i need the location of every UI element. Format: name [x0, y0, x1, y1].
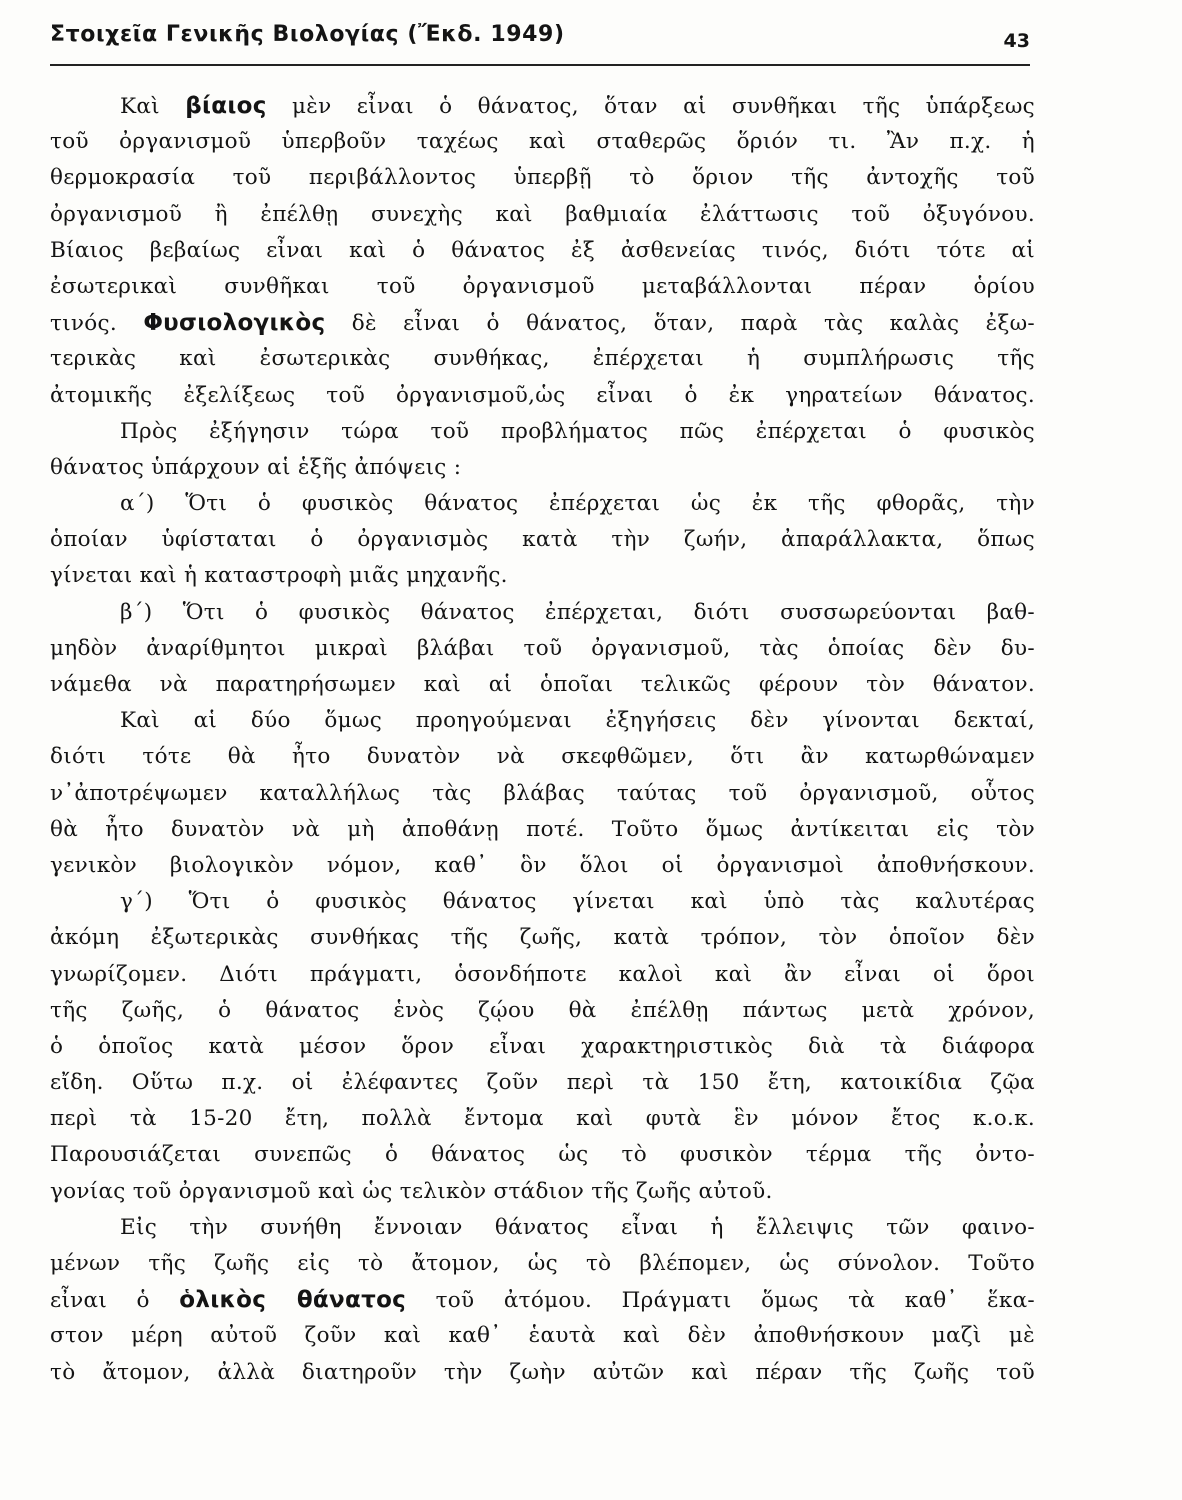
text-line: Πρὸς ἐξήγησιν τώρα τοῦ προβλήματος πῶς ἐπέρχεται ὁ φυσικὸς — [120, 418, 1035, 444]
text-line: μένων τῆς ζωῆς εἰς τὸ ἄτομον, ὡς τὸ βλέπομεν, ὡς σύνολον. Τοῦτο — [50, 1251, 1035, 1276]
text-line: τῆς ζωῆς, ὁ θάνατος ἑνὸς ζῴου θὰ ἐπέλθῃ πάντως μετὰ χρόνον, — [50, 997, 1035, 1023]
text-line: ἀτομικῆς ἐξελίξεως τοῦ ὀργανισμοῦ,ὡς εἶναι ὁ ἐκ γηρατείων θάνατος. — [50, 382, 1035, 408]
running-header — [50, 18, 1030, 66]
text-line: γίνεται καὶ ἡ καταστροφὴ μιᾶς μηχανῆς. — [50, 563, 508, 589]
body-text — [50, 88, 1035, 1391]
text-line: νάμεθα νὰ παρατηρήσωμεν καὶ αἱ ὁποῖαι τελικῶς φέρουν τὸν θάνατον. — [50, 672, 1035, 697]
text-line: τινός. Φυσιολογικὸς δὲ εἶναι ὁ θάνατος, ὅταν, παρὰ τὰς καλὰς ἐξω- — [50, 310, 1035, 337]
book-title: Στοιχεῖα Γενικῆς Βιολογίας (Ἔκδ. 1949) — [50, 22, 565, 47]
text-line: γονίας τοῦ ὀργανισμοῦ καὶ ὡς τελικὸν στάδιον τῆς ζωῆς αὐτοῦ. — [50, 1178, 773, 1204]
text-line: θερμοκρασία τοῦ περιβάλλοντος ὑπερβῇ τὸ ὅριον τῆς ἀντοχῆς τοῦ — [50, 165, 1035, 191]
text-line: θὰ ἦτο δυνατὸν νὰ μὴ ἀποθάνῃ ποτέ. Τοῦτο ὅμως ἀντίκειται εἰς τὸν — [50, 816, 1035, 842]
text-line: περὶ τὰ 15-20 ἔτη, πολλὰ ἔντομα καὶ φυτὰ ἓν μόνον ἔτος κ.ο.κ. — [50, 1106, 1035, 1132]
text-line: στον μέρη αὐτοῦ ζοῦν καὶ καθ᾽ ἑαυτὰ καὶ δὲν ἀποθνήσκουν μαζὶ μὲ — [50, 1323, 1035, 1349]
text-line: τοῦ ὀργανισμοῦ ὑπερβοῦν ταχέως καὶ σταθερῶς ὅριόν τι. Ἂν π.χ. ἡ — [50, 129, 1035, 155]
text-line: γ΄) Ὅτι ὁ φυσικὸς θάνατος γίνεται καὶ ὑπὸ τὰς καλυτέρας — [120, 889, 1035, 915]
text-line: Παρουσιάζεται συνεπῶς ὁ θάνατος ὡς τὸ φυσικὸν τέρμα τῆς ὀντο- — [50, 1142, 1035, 1168]
text-line: ἐσωτερικαὶ συνθῆκαι τοῦ ὀργανισμοῦ μεταβάλλονται πέραν ὁρίου — [50, 273, 1035, 299]
text-line: Εἰς τὴν συνήθη ἔννοιαν θάνατος εἶναι ἡ ἔλλειψις τῶν φαινο- — [120, 1214, 1035, 1240]
text-line: Καὶ αἱ δύο ὅμως προηγούμεναι ἐξηγήσεις δὲν γίνονται δεκταί, — [120, 708, 1035, 734]
text-line: β΄) Ὅτι ὁ φυσικὸς θάνατος ἐπέρχεται, διότι συσσωρεύονται βαθ- — [120, 599, 1035, 625]
text-line: μηδὸν ἀναρίθμητοι μικραὶ βλάβαι τοῦ ὀργανισμοῦ, τὰς ὁποίας δὲν δυ- — [50, 635, 1035, 661]
text-line: γνωρίζομεν. Διότι πράγματι, ὁσονδήποτε καλοὶ καὶ ἂν εἶναι οἱ ὅροι — [50, 961, 1035, 987]
text-line: τὸ ἄτομον, ἀλλὰ διατηροῦν τὴν ζωὴν αὐτῶν καὶ πέραν τῆς ζωῆς τοῦ — [50, 1359, 1035, 1385]
text-line: ὁ ὁποῖος κατὰ μέσον ὅρον εἶναι χαρακτηριστικὸς διὰ τὰ διάφορα — [50, 1033, 1035, 1059]
text-line: εἶναι ὁ ὁλικὸς θάνατος τοῦ ἀτόμου. Πράγματι ὅμως τὰ καθ᾽ ἕκα- — [50, 1287, 1035, 1314]
text-line: Βίαιος βεβαίως εἶναι καὶ ὁ θάνατος ἐξ ἀσθενείας τινός, διότι τότε αἱ — [50, 237, 1035, 263]
text-line: ὁποίαν ὑφίσταται ὁ ὀργανισμὸς κατὰ τὴν ζωήν, ἀπαράλλακτα, ὅπως — [50, 527, 1035, 553]
text-line: Καὶ βίαιος μὲν εἶναι ὁ θάνατος, ὅταν αἱ συνθῆκαι τῆς ὑπάρξεως — [120, 93, 1035, 119]
text-line: τερικὰς καὶ ἐσωτερικὰς συνθήκας, ἐπέρχεται ἡ συμπλήρωσις τῆς — [50, 346, 1035, 372]
text-line: γενικὸν βιολογικὸν νόμον, καθ᾽ ὃν ὅλοι οἱ ὀργανισμοὶ ἀποθνήσκουν. — [50, 852, 1035, 878]
text-line: διότι τότε θὰ ἦτο δυνατὸν νὰ σκεφθῶμεν, ὅτι ἂν κατωρθώναμεν — [50, 744, 1035, 770]
text-line: θάνατος ὑπάρχουν αἱ ἑξῆς ἀπόψεις : — [50, 454, 462, 480]
text-line: α΄) Ὅτι ὁ φυσικὸς θάνατος ἐπέρχεται ὡς ἐκ τῆς φθορᾶς, τὴν — [120, 491, 1035, 517]
text-line: ἀκόμη ἐξωτερικὰς συνθήκας τῆς ζωῆς, κατὰ τρόπον, τὸν ὁποῖον δὲν — [50, 925, 1035, 951]
text-line: εἴδη. Οὕτω π.χ. οἱ ἐλέφαντες ζοῦν περὶ τὰ 150 ἔτη, κατοικίδια ζῷα — [50, 1070, 1035, 1096]
page-number: 43 — [1003, 30, 1030, 52]
text-line: ν᾽ἀποτρέψωμεν καταλλήλως τὰς βλάβας ταύτας τοῦ ὀργανισμοῦ, οὗτος — [50, 780, 1035, 806]
text-line: ὀργανισμοῦ ἢ ἐπέλθῃ συνεχὴς καὶ βαθμιαία ἐλάττωσις τοῦ ὀξυγόνου. — [50, 201, 1035, 227]
